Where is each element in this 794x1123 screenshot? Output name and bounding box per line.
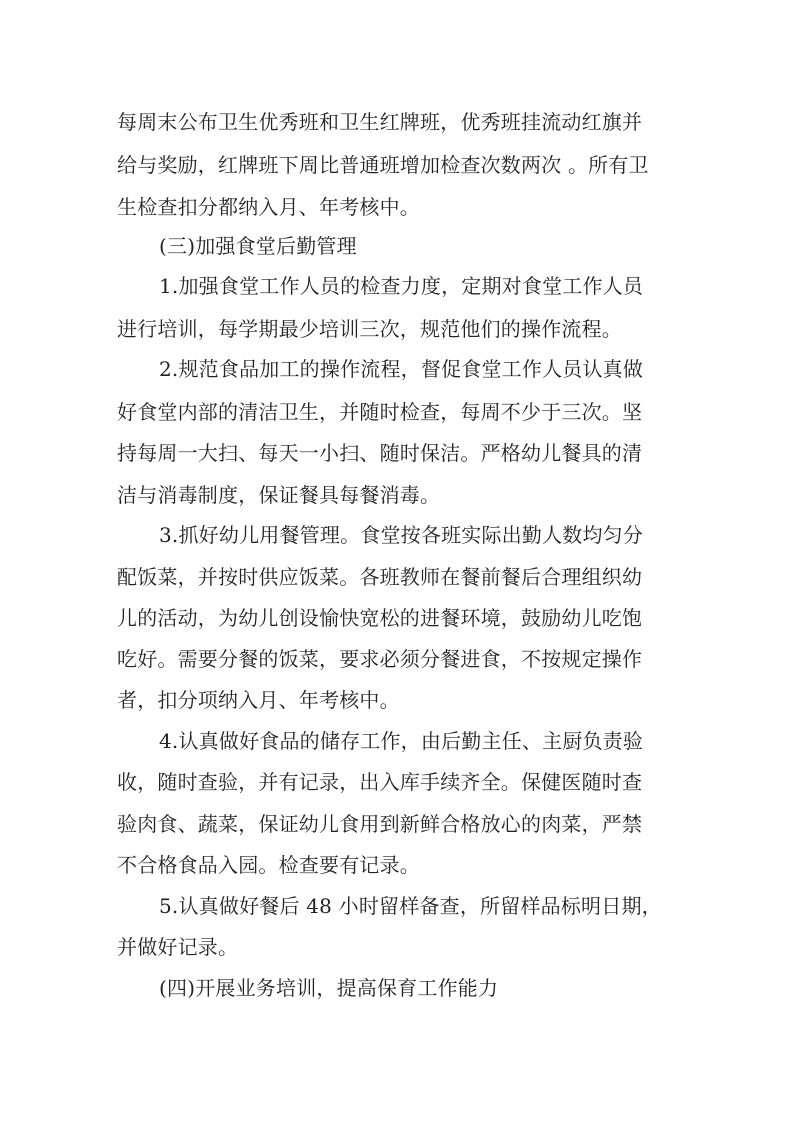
body-text-line: 2.规范食品加工的操作流程，督促食堂工作人员认真做 bbox=[159, 357, 644, 381]
body-text-line: 持每周一大扫、每天一小扫、随时保洁。严格幼儿餐具的清 bbox=[117, 441, 643, 465]
body-text-line: 进行培训，每学期最少培训三次，规范他们的操作流程。 bbox=[117, 317, 622, 341]
body-text-line: 给与奖励，红牌班下周比普通班增加检查次数两次 。所有卫 bbox=[117, 153, 649, 177]
section-heading: (四)开展业务培训，提高保育工作能力 bbox=[159, 976, 499, 1000]
body-text-line: 3.抓好幼儿用餐管理。食堂按各班实际出勤人数均匀分 bbox=[159, 523, 644, 547]
body-text-line: 好食堂内部的清洁卫生，并随时检查，每周不少于三次。坚 bbox=[117, 400, 643, 424]
body-text-line: 验肉食、蔬菜，保证幼儿食用到新鲜合格放心的肉菜，严禁 bbox=[117, 812, 643, 836]
body-text-line: 每周末公布卫生优秀班和卫生红牌班，优秀班挂流动红旗并 bbox=[117, 110, 643, 134]
body-text-line: 吃好。需要分餐的饭菜，要求必须分餐进食，不按规定操作 bbox=[117, 647, 643, 671]
section-heading: (三)加强食堂后勤管理 bbox=[159, 234, 357, 258]
body-text-line: 配饭菜，并按时供应饭菜。各班教师在餐前餐后合理组织幼 bbox=[117, 565, 643, 589]
body-text-line: 生检查扣分都纳入月、年考核中。 bbox=[117, 195, 420, 219]
body-text-line: 不合格食品入园。检查要有记录。 bbox=[117, 853, 420, 877]
body-text-line: 1.加强食堂工作人员的检查力度，定期对食堂工作人员 bbox=[159, 274, 644, 298]
body-text-line: 并做好记录。 bbox=[117, 935, 239, 959]
body-text-line: 收，随时查验，并有记录，出入库手续齐全。保健医随时查 bbox=[117, 770, 643, 794]
body-text-line: 儿的活动，为幼儿创设愉快宽松的进餐环境，鼓励幼儿吃饱 bbox=[117, 606, 643, 630]
body-text-line: 5.认真做好餐后 48 小时留样备查，所留样品标明日期， bbox=[159, 894, 662, 918]
body-text-line: 者，扣分项纳入月、年考核中。 bbox=[117, 688, 400, 712]
body-text-line: 洁与消毒制度，保证餐具每餐消毒。 bbox=[117, 483, 441, 507]
body-text-line: 4.认真做好食品的储存工作，由后勤主任、主厨负责验 bbox=[159, 729, 644, 753]
